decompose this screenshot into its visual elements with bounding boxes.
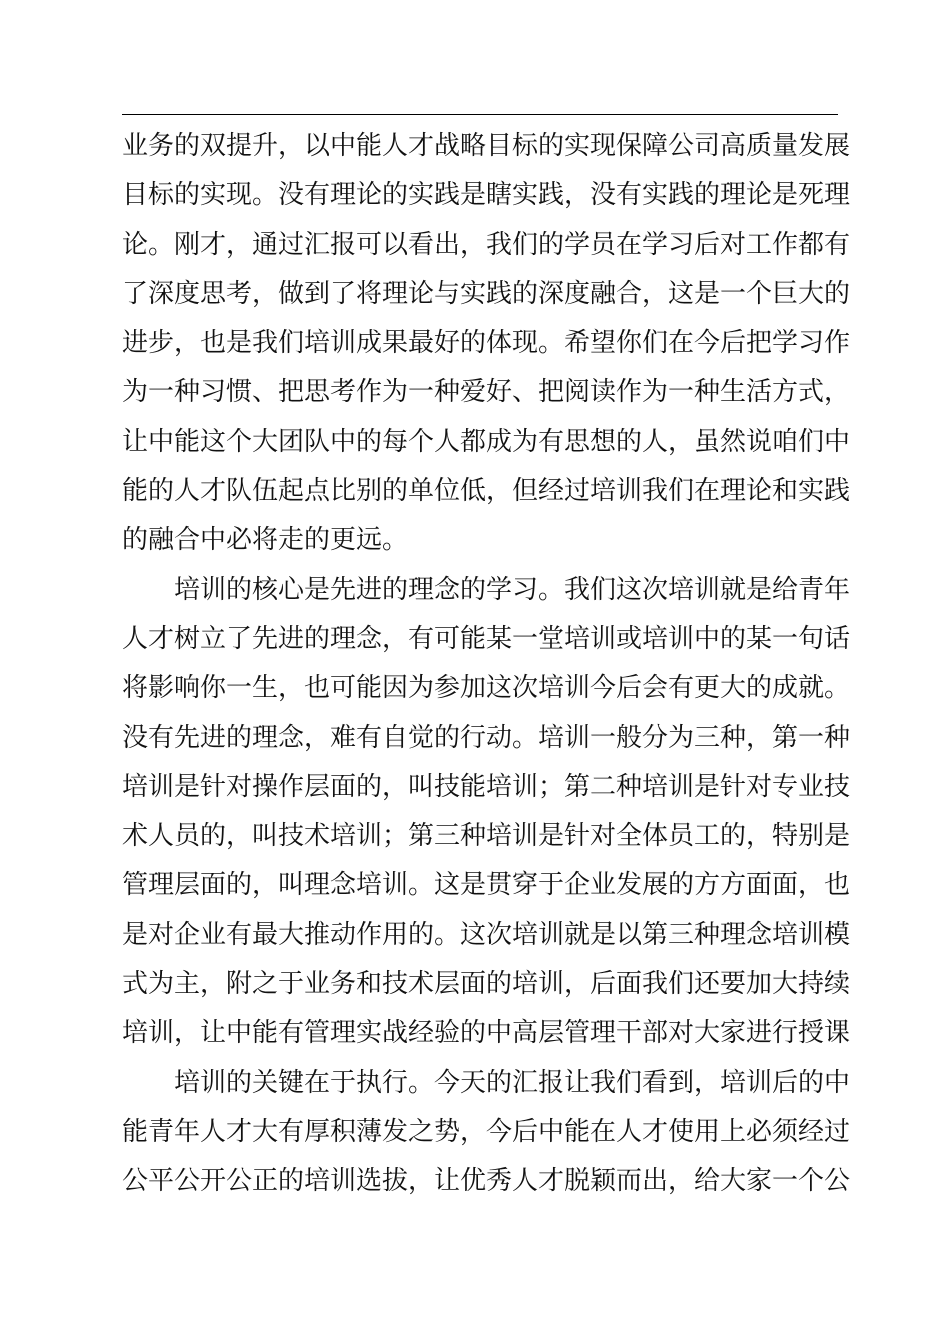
text-line: 管理层面的，叫理念培训。这是贯穿于企业发展的方方面面，也 — [122, 870, 851, 901]
paragraph — [122, 1059, 851, 1207]
text-line: 式为主，附之于业务和技术层面的培训，后面我们还要加大持续 — [122, 969, 851, 1000]
text-line: 进步，也是我们培训成果最好的体现。希望你们在今后把学习作 — [122, 328, 851, 359]
text-line: 为一种习惯、把思考作为一种爱好、把阅读作为一种生活方式， — [122, 377, 851, 408]
text-line: 人才树立了先进的理念，有可能某一堂培训或培训中的某一句话 — [122, 623, 851, 654]
text-line: 了深度思考，做到了将理论与实践的深度融合，这是一个巨大的 — [122, 278, 851, 309]
text-line: 能青年人才大有厚积薄发之势，今后中能在人才使用上必须经过 — [122, 1116, 851, 1147]
text-line: 将影响你一生，也可能因为参加这次培训今后会有更大的成就。 — [122, 673, 851, 704]
text-line: 论。刚才，通过汇报可以看出，我们的学员在学习后对工作都有 — [122, 229, 851, 260]
text-line: 是对企业有最大推动作用的。这次培训就是以第三种理念培训模 — [122, 919, 851, 950]
header-rule — [122, 114, 838, 115]
text-line: 目标的实现。没有理论的实践是瞎实践，没有实践的理论是死理 — [122, 180, 851, 211]
text-line: 公平公开公正的培训选拔，让优秀人才脱颖而出，给大家一个公 — [122, 1166, 851, 1197]
text-line: 让中能这个大团队中的每个人都成为有思想的人，虽然说咱们中 — [122, 426, 851, 457]
text-line: 没有先进的理念，难有自觉的行动。培训一般分为三种，第一种 — [122, 722, 851, 753]
text-line: 能的人才队伍起点比别的单位低，但经过培训我们在理论和实践 — [122, 476, 851, 507]
text-line: 术人员的，叫技术培训；第三种培训是针对全体员工的，特别是 — [122, 821, 851, 852]
text-line: 培训的关键在于执行。今天的汇报让我们看到，培训后的中 — [122, 1067, 851, 1098]
body-text — [122, 122, 851, 1207]
text-line: 培训，让中能有管理实战经验的中高层管理干部对大家进行授课 — [122, 1018, 851, 1049]
paragraph — [122, 122, 851, 566]
paragraph — [122, 566, 851, 1059]
text-line: 培训是针对操作层面的，叫技能培训；第二种培训是针对专业技 — [122, 771, 851, 802]
text-line: 业务的双提升，以中能人才战略目标的实现保障公司高质量发展 — [122, 131, 851, 161]
text-line: 培训的核心是先进的理念的学习。我们这次培训就是给青年 — [122, 574, 851, 605]
text-line: 的融合中必将走的更远。 — [122, 525, 409, 556]
